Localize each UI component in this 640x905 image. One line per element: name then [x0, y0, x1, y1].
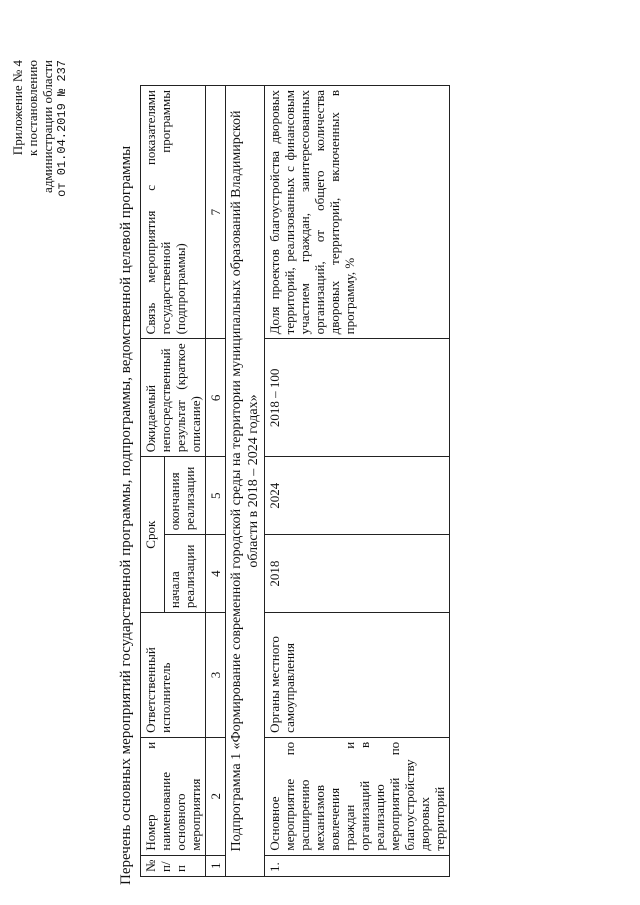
document-title: Перечень основных мероприятий государственной программы, подпрограммы, ведомственной целевой программы [118, 145, 134, 885]
appendix-line3: администрации области [40, 60, 55, 193]
colnum-4: 4 [206, 535, 226, 613]
header-start: начала реализации [164, 535, 205, 613]
header-link: Связь мероприятия с показателями государственной программы (подпрограммы) [141, 86, 206, 339]
colnum-6: 6 [206, 339, 226, 457]
appendix-line2: к постановлению [25, 60, 40, 157]
header-result: Ожидаемый непосредственный результат (краткое описание) [141, 339, 206, 457]
colnum-3: 3 [206, 613, 226, 738]
colnum-1: 1 [206, 855, 226, 876]
header-row-1 [141, 86, 165, 877]
colnum-7: 7 [206, 86, 226, 339]
row-executor: Органы местного самоуправления [265, 613, 450, 738]
subprogram-row [226, 86, 265, 877]
row-start: 2018 [265, 535, 450, 613]
header-name: Номер и наименование основного мероприятия [141, 737, 206, 855]
appendix-block [10, 60, 70, 320]
row-end: 2024 [265, 457, 450, 535]
header-period: Срок [141, 457, 165, 613]
table-row [265, 86, 450, 877]
row-num: 1. [265, 855, 450, 876]
colnum-2: 2 [206, 737, 226, 855]
appendix-date: от 01.04.2019 № 237 [55, 60, 69, 197]
header-num: № п/п [141, 855, 206, 876]
header-end: окончания реализации [164, 457, 205, 535]
appendix-line1: Приложение № 4 [10, 60, 25, 156]
header-executor: Ответственный исполнитель [141, 613, 206, 738]
row-link: Доля проектов благоустройства дворовых территорий, реализованных с финансовым участием граждан, заинтересованных организаций, от общего количества дворовых территорий, включенных в программу, % [265, 86, 450, 339]
column-numbers-row [206, 86, 226, 877]
row-result: 2018 – 100 [265, 339, 450, 457]
measures-table [140, 85, 450, 877]
subprogram-title: Подпрограмма 1 «Формирование современной городской среды на территории муниципальных образований Владимирской области в 2018 – 2024 годах» [226, 86, 265, 877]
row-name: Основное мероприятие по расширению механизмов вовлечения граждан и организаций в реализацию мероприятий по благоустройству дворовых территорий [265, 737, 450, 855]
colnum-5: 5 [206, 457, 226, 535]
